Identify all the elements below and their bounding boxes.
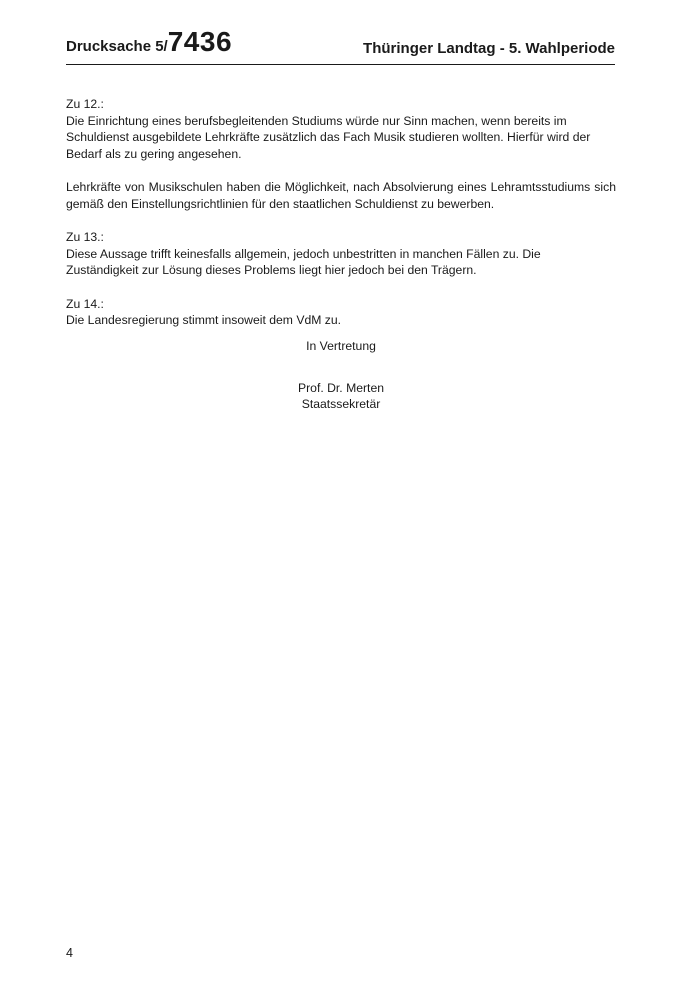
signature-deputy-line: In Vertretung (306, 339, 376, 353)
page-header (66, 26, 615, 65)
section-14 (66, 296, 616, 329)
document-number-value: 7436 (167, 26, 233, 57)
parliament-title: Thüringer Landtag - 5. Wahlperiode (363, 40, 615, 57)
section-text: Die Einrichtung eines berufsbegleitenden Studiums würde nur Sinn machen, wenn bereits im Schuldienst ausgebildete Lehrkräfte zusätzlich das Fach Musik studieren wollten. Hierfür wird der Bedarf als zu gering angesehen. (66, 113, 591, 161)
section-text: Die Landesregierung stimmt insoweit dem VdM zu. (66, 313, 342, 327)
section-text: Lehrkräfte von Musikschulen haben die Möglichkeit, nach Absolvierung eines Lehramtsstudiums sich gemäß den Einstellungsrichtlinien für den staatlichen Schuldienst zu bewerben. (66, 180, 616, 211)
section-heading: Zu 12.: (66, 97, 104, 111)
document-number (66, 26, 232, 58)
document-body (66, 96, 616, 346)
signatory-title: Staatssekretär (301, 397, 381, 411)
signatory-name: Prof. Dr. Merten (297, 380, 384, 395)
document-prefix: Drucksache 5/ (66, 38, 168, 55)
section-heading: Zu 13.: (66, 230, 104, 244)
section-13 (66, 229, 616, 279)
signature-block (66, 338, 616, 413)
page-number: 4 (66, 946, 73, 960)
section-heading: Zu 14.: (66, 296, 104, 311)
section-text: Diese Aussage trifft keinesfalls allgemein, jedoch unbestritten in manchen Fällen zu. Die Zuständigkeit zur Lösung dieses Problems liegt hier jedoch bei den Trägern. (66, 246, 541, 277)
section-12 (66, 96, 616, 162)
section-12-paragraph-2 (66, 179, 616, 212)
